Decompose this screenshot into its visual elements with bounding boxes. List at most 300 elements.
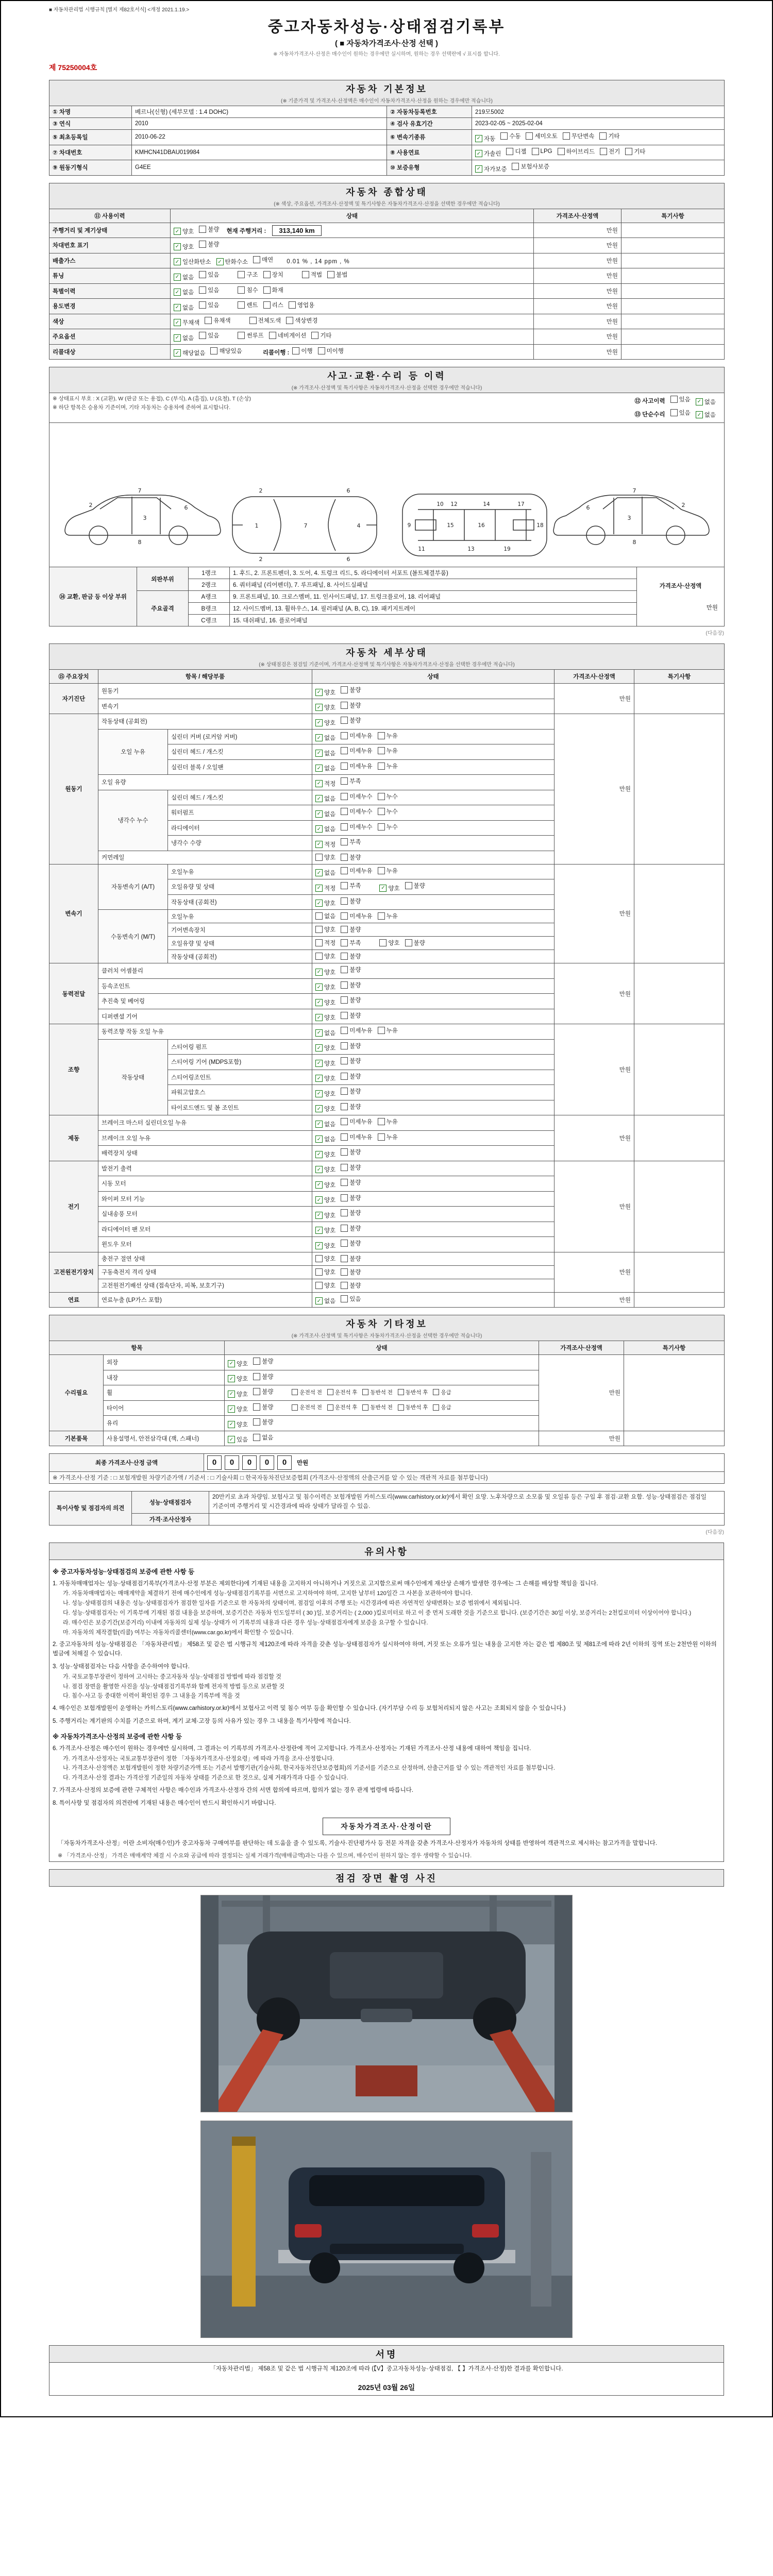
checkbox-label: 무단변속	[571, 133, 595, 140]
checkbox-불량[interactable]	[253, 1372, 273, 1381]
checkbox-양호[interactable]	[315, 1150, 335, 1159]
checkbox-양호[interactable]	[228, 1360, 248, 1368]
checkbox-label: 있음	[208, 333, 220, 339]
checkbox-LPG[interactable]	[532, 148, 552, 155]
checkbox-없음[interactable]	[315, 749, 335, 757]
checkbox-자가보증[interactable]	[475, 165, 507, 173]
checkbox-일산화탄소[interactable]	[174, 258, 211, 266]
checkbox-누유[interactable]	[378, 732, 398, 740]
usage-history-row	[49, 268, 725, 284]
accident-header	[49, 367, 725, 393]
checkbox-적정[interactable]	[315, 939, 335, 947]
checkbox-불량[interactable]	[341, 1209, 361, 1217]
checkbox-양호[interactable]	[315, 703, 335, 711]
checkbox-없음[interactable]	[174, 303, 194, 312]
checkbox-양호[interactable]	[315, 1165, 335, 1174]
checkbox-없음[interactable]	[315, 810, 335, 818]
checkbox-label: 불량	[349, 854, 361, 861]
checkbox-불량[interactable]	[253, 1403, 273, 1411]
accident-history-label: ⑫ 사고이력	[634, 398, 665, 404]
checkbox-box-icon	[315, 1255, 323, 1262]
checkbox-불량[interactable]	[341, 965, 361, 974]
checkbox-유채색[interactable]	[205, 316, 230, 325]
checkbox-box-icon	[199, 226, 206, 233]
checkbox-없음[interactable]	[174, 334, 194, 342]
checkbox-불량[interactable]	[341, 1042, 361, 1050]
checkbox-불량[interactable]	[341, 701, 361, 709]
checkbox-없음[interactable]	[315, 734, 335, 742]
checkbox-없음[interactable]	[696, 398, 716, 406]
item-state	[312, 950, 554, 963]
checkbox-label: 미이행	[326, 348, 344, 354]
checkbox-기타[interactable]	[625, 147, 645, 156]
checkbox-불량[interactable]	[341, 1148, 361, 1156]
checkbox-무채색[interactable]	[174, 318, 199, 327]
checkbox-label: 불량	[208, 226, 220, 233]
signature-date: 2025년 03월 26일	[358, 2383, 415, 2392]
checkbox-적정[interactable]	[315, 779, 335, 788]
checkbox-box-icon: ✓	[315, 841, 323, 848]
checkbox-불량[interactable]	[341, 1072, 361, 1080]
checkbox-box-icon: ✓	[174, 228, 181, 235]
checkbox-응급[interactable]	[433, 1388, 451, 1396]
checkbox-부족[interactable]	[341, 777, 361, 785]
checkbox-label: 수동	[509, 133, 521, 140]
remark-cell	[621, 268, 725, 284]
checkbox-미세누유[interactable]	[341, 1117, 372, 1126]
item-label: 워터펌프	[168, 805, 312, 821]
checkbox-없음[interactable]	[174, 273, 194, 281]
checkbox-label: 불량	[349, 1225, 361, 1232]
inspection-period-value: 2023-02-05 ~ 2025-02-04	[472, 118, 725, 130]
checkbox-없음[interactable]	[315, 1029, 335, 1037]
checkbox-적정[interactable]	[315, 884, 335, 892]
basic-info-header	[49, 80, 725, 106]
checkbox-label: 해당없음	[182, 350, 206, 357]
checkbox-부족[interactable]	[341, 838, 361, 846]
checkbox-불량[interactable]	[253, 1418, 273, 1426]
checkbox-box-icon	[315, 1282, 323, 1289]
notice-item: 8. 특이사항 및 점검자의 의견란에 기재된 내용은 매수인이 반드시 확인하시기 바랍니다.	[53, 1800, 276, 1806]
checkbox-box-icon	[253, 1388, 260, 1395]
checkbox-불량[interactable]	[253, 1387, 273, 1396]
checkbox-누수[interactable]	[378, 807, 398, 816]
checkbox-양호[interactable]	[315, 1255, 335, 1263]
checkbox-양호[interactable]	[315, 968, 335, 976]
checkbox-label: 불량	[349, 718, 361, 724]
checkbox-box-icon	[341, 702, 348, 709]
checkbox-양호[interactable]	[315, 1211, 335, 1219]
checkbox-box-icon	[341, 1240, 348, 1247]
checkbox-있음[interactable]	[199, 301, 219, 309]
checkbox-있음[interactable]	[228, 1435, 248, 1444]
checkbox-불량[interactable]	[341, 1224, 361, 1232]
checkbox-label: 있음	[679, 410, 691, 416]
row-state	[171, 299, 534, 314]
checkbox-양호[interactable]	[315, 1074, 335, 1082]
checkbox-label: 양호	[324, 1282, 336, 1289]
checkbox-누수[interactable]	[378, 792, 398, 801]
price-cell: 만원	[554, 684, 634, 714]
price-cell: 만원	[554, 714, 634, 865]
overall-column-head	[49, 209, 725, 223]
checkbox-적법[interactable]	[302, 270, 322, 279]
checkbox-label: 양호	[237, 1421, 248, 1428]
checkbox-운전석 전[interactable]	[292, 1403, 322, 1411]
checkbox-양호[interactable]	[315, 853, 335, 861]
checkbox-무단변속[interactable]	[563, 132, 594, 140]
checkbox-양호[interactable]	[315, 688, 335, 697]
checkbox-전체도색[interactable]	[249, 316, 281, 325]
checkbox-있음[interactable]	[199, 331, 219, 340]
checkbox-하이브리드[interactable]	[558, 147, 595, 156]
checkbox-label: 불량	[349, 702, 361, 709]
checkbox-box-icon: ✓	[315, 1212, 323, 1219]
checkbox-양호[interactable]	[315, 1281, 335, 1290]
checkbox-부족[interactable]	[341, 882, 361, 890]
checkbox-box-icon	[379, 939, 386, 946]
checkbox-불량[interactable]	[341, 686, 361, 694]
checkbox-없음[interactable]	[696, 411, 716, 419]
item-state	[312, 1252, 554, 1265]
checkbox-침수[interactable]	[238, 286, 258, 294]
checkbox-탄화수소[interactable]	[216, 258, 248, 266]
checkbox-매연[interactable]	[253, 256, 273, 264]
checkbox-불량[interactable]	[341, 1255, 361, 1263]
item-label: 윈도우 모터	[98, 1237, 312, 1252]
checkbox-box-icon: ✓	[315, 734, 323, 741]
checkbox-label: 미세누유	[349, 913, 373, 920]
checkbox-있음[interactable]	[670, 395, 691, 403]
checkbox-양호[interactable]	[315, 983, 335, 991]
checkbox-양호[interactable]	[315, 1181, 335, 1189]
checkbox-미세누유[interactable]	[341, 912, 372, 920]
checkbox-있음[interactable]	[670, 409, 691, 417]
checkbox-box-icon	[341, 867, 348, 874]
checkbox-label: 없음	[324, 913, 336, 920]
price-select-subtitle[interactable]: ( ■ 자동차가격조사·산정 선택 )	[334, 39, 439, 48]
checkbox-양호[interactable]	[228, 1420, 248, 1429]
checkbox-구조[interactable]	[238, 270, 258, 279]
checkbox-label: 적정	[324, 781, 336, 787]
usage-history-row	[49, 283, 725, 299]
checkbox-label: 부족	[349, 778, 361, 785]
checkbox-누유[interactable]	[378, 912, 398, 920]
checkbox-미세누유[interactable]	[341, 762, 372, 770]
checkbox-불량[interactable]	[341, 1103, 361, 1111]
checkbox-화재[interactable]	[263, 286, 283, 294]
checkbox-운전석 전[interactable]	[292, 1388, 322, 1396]
checkbox-label: 양호	[324, 1269, 336, 1276]
checkbox-색상변경[interactable]	[286, 316, 317, 325]
checkbox-box-icon	[600, 148, 607, 155]
checkbox-보험사보증[interactable]	[512, 162, 549, 171]
checkbox-없음[interactable]	[253, 1433, 273, 1442]
device-row	[49, 1292, 725, 1308]
checkbox-불량[interactable]	[199, 240, 219, 248]
checkbox-불량[interactable]	[341, 1011, 361, 1020]
checkbox-box-icon	[341, 1295, 348, 1302]
checkbox-label: 구조	[246, 272, 258, 278]
checkbox-없음[interactable]	[315, 912, 335, 920]
checkbox-장치[interactable]	[263, 270, 283, 279]
checkbox-썬루프[interactable]	[238, 331, 263, 340]
checkbox-있음[interactable]	[341, 1295, 361, 1303]
checkbox-불량[interactable]	[341, 1163, 361, 1172]
car-name-value: 베르나(신형) (세부모델 : 1.4 DOHC)	[132, 106, 387, 118]
checkbox-동반석 후[interactable]	[398, 1388, 428, 1396]
checkbox-불량[interactable]	[341, 1268, 361, 1276]
model-year-label: ③ 연식	[49, 118, 132, 130]
checkbox-label: 양호	[324, 1076, 336, 1082]
checkbox-가솔린[interactable]	[475, 149, 501, 158]
checkbox-양호[interactable]	[315, 1226, 335, 1234]
checkbox-불량[interactable]	[341, 925, 361, 934]
checkbox-불량[interactable]	[341, 897, 361, 905]
checkbox-동반석 후[interactable]	[398, 1403, 428, 1411]
svg-text:3: 3	[143, 515, 146, 521]
checkbox-없음[interactable]	[174, 288, 194, 296]
checkbox-label: 불량	[349, 1282, 361, 1289]
checkbox-운전석 후[interactable]	[327, 1403, 358, 1411]
checkbox-불량[interactable]	[341, 1057, 361, 1065]
checkbox-수동[interactable]	[500, 132, 520, 140]
checkbox-양호[interactable]	[315, 1242, 335, 1250]
detail-header	[49, 644, 725, 670]
checkbox-동반석 전[interactable]	[362, 1403, 393, 1411]
item-state	[312, 994, 554, 1009]
checkbox-label: 양호	[324, 1228, 336, 1234]
rank-c-name: C랭크	[189, 615, 230, 626]
checkbox-누유[interactable]	[378, 867, 398, 875]
checkbox-box-icon: ✓	[315, 1227, 323, 1234]
checkbox-label: 양호	[324, 999, 336, 1006]
checkbox-box-icon	[311, 332, 318, 339]
model-year-value: 2010	[132, 118, 387, 130]
checkbox-label: 미세누유	[349, 1134, 373, 1141]
checkbox-label: 없음	[324, 796, 336, 802]
notice-subitem: 나. 가격조사·산정액은 보험개발원이 정한 차량기준가액 또는 기준서 발행기관(기술사회, 한국자동차진단보증협회)의 기준서를 기준으로 산정하며, 산출근거를 알 수 있는 객관적인 자료를 첨부합니다.	[63, 1765, 555, 1772]
checkbox-세미오토[interactable]	[526, 132, 557, 140]
checkbox-해당있음[interactable]	[210, 347, 242, 355]
checkbox-양호[interactable]	[315, 952, 335, 960]
checkbox-미세누유[interactable]	[341, 1026, 372, 1035]
checkbox-box-icon	[341, 1164, 348, 1171]
checkbox-불량[interactable]	[405, 882, 425, 890]
checkbox-없음[interactable]	[315, 764, 335, 772]
checkbox-양호[interactable]	[379, 939, 399, 947]
checkbox-자동[interactable]	[475, 134, 495, 143]
checkbox-양호[interactable]	[315, 1044, 335, 1052]
checkbox-불량[interactable]	[405, 939, 425, 947]
checkbox-label: 없음	[324, 811, 336, 818]
checkbox-label: 양호	[324, 1106, 336, 1112]
detail-condition-table	[49, 643, 725, 1308]
checkbox-box-icon	[670, 409, 678, 416]
checkbox-미세누유[interactable]	[341, 1133, 372, 1141]
checkbox-box-icon	[238, 271, 245, 278]
checkbox-렌트[interactable]	[238, 301, 258, 309]
remark-cell	[634, 1024, 725, 1115]
price-cell: 만원	[539, 1355, 624, 1431]
checkbox-이행[interactable]	[292, 347, 312, 355]
checkbox-label: 자동	[484, 135, 496, 142]
opinion-row-appraiser	[49, 1513, 725, 1525]
item-label: 변속기	[98, 699, 312, 714]
item-state	[312, 1115, 554, 1131]
checkbox-box-icon	[199, 271, 206, 278]
checkbox-있음[interactable]	[199, 286, 219, 294]
checkbox-box-icon: ✓	[228, 1405, 235, 1413]
checkbox-미세누수[interactable]	[341, 823, 372, 831]
signature-table	[49, 2345, 724, 2396]
checkbox-누유[interactable]	[378, 1133, 398, 1141]
item-label: 오일유량 및 상태	[168, 937, 312, 950]
checkbox-불량[interactable]	[341, 1239, 361, 1247]
checkbox-box-icon: ✓	[315, 885, 323, 892]
signature-body	[49, 2363, 724, 2396]
checkbox-불량[interactable]	[341, 981, 361, 989]
checkbox-불량[interactable]	[341, 853, 361, 861]
notice-item: 5. 주행거리는 계기판의 수치를 기준으로 하며, 계기 교체·고장 등의 사유가 있는 경우 그 내용을 특기사항에 적습니다.	[53, 1718, 351, 1725]
checkbox-양호[interactable]	[315, 1013, 335, 1022]
checkbox-box-icon	[341, 939, 348, 946]
checkbox-없음[interactable]	[315, 869, 335, 877]
checkbox-양호[interactable]	[315, 899, 335, 907]
checkbox-양호[interactable]	[315, 1059, 335, 1067]
checkbox-해당없음[interactable]	[174, 349, 205, 357]
checkbox-없음[interactable]	[315, 1120, 335, 1128]
checkbox-양호[interactable]	[228, 1375, 248, 1383]
checkbox-양호[interactable]	[315, 719, 335, 727]
notice-heading: ※ 자동차가격조사·산정의 보증에 관한 사항 등	[53, 1733, 182, 1740]
item-state	[312, 851, 554, 864]
checkbox-box-icon	[563, 132, 570, 140]
checkbox-미세누유[interactable]	[341, 867, 372, 875]
remark-cell	[634, 1292, 725, 1308]
item-state	[312, 729, 554, 744]
checkbox-양호[interactable]	[315, 1105, 335, 1113]
item-label: 디퍼렌셜 기어	[98, 1009, 312, 1024]
checkbox-운전석 후[interactable]	[327, 1388, 358, 1396]
checkbox-미세누수[interactable]	[341, 807, 372, 816]
checkbox-있음[interactable]	[199, 270, 219, 279]
checkbox-기타[interactable]	[311, 331, 331, 340]
checkbox-적정[interactable]	[315, 840, 335, 849]
item-state	[312, 1085, 554, 1100]
checkbox-box-icon	[341, 686, 348, 693]
device-group-label: 조향	[49, 1024, 98, 1115]
item-label: 등속조인트	[98, 978, 312, 994]
checkbox-기타[interactable]	[599, 132, 619, 140]
checkbox-box-icon	[341, 808, 348, 815]
checkbox-미세누유[interactable]	[341, 732, 372, 740]
checkbox-전기[interactable]	[600, 147, 620, 156]
checkbox-불량[interactable]	[341, 1194, 361, 1202]
checkbox-label: 없음	[324, 766, 336, 772]
page-title: 중고자동차성능·상태점검기록부	[267, 19, 506, 36]
checkbox-누유[interactable]	[378, 1026, 398, 1035]
checkbox-불량[interactable]	[341, 716, 361, 724]
checkbox-불량[interactable]	[341, 996, 361, 1004]
usage-history-row	[49, 344, 725, 360]
checkbox-동반석 전[interactable]	[362, 1388, 393, 1396]
accident-note: (※ 가격조사·산정액 및 특기사항은 자동차가격조사·산정을 선택한 경우에만 적습니다)	[291, 385, 482, 391]
item-label: 스티어링조인트	[168, 1070, 312, 1085]
checkbox-디젤[interactable]	[506, 147, 526, 156]
checkbox-미이행[interactable]	[318, 347, 344, 355]
checkbox-부족[interactable]	[341, 939, 361, 947]
checkbox-양호[interactable]	[228, 1405, 248, 1413]
etc-price-col: 가격조사·산정액	[539, 1341, 624, 1355]
checkbox-누유[interactable]	[378, 762, 398, 770]
checkbox-label: 양호	[324, 705, 336, 711]
checkbox-없음[interactable]	[315, 825, 335, 833]
item-label: 작동상태 (공회전)	[98, 714, 312, 730]
checkbox-불량[interactable]	[341, 1087, 361, 1095]
checkbox-label: 양호	[324, 1167, 336, 1173]
vin-label: ⑦ 차대번호	[49, 145, 132, 160]
checkbox-box-icon: ✓	[315, 1044, 323, 1052]
checkbox-label: 무채색	[182, 320, 200, 326]
checkbox-없음[interactable]	[315, 1135, 335, 1143]
rank-a-name: A랭크	[189, 591, 230, 603]
checkbox-양호[interactable]	[315, 1090, 335, 1098]
etc-item-state	[225, 1400, 539, 1416]
checkbox-양호[interactable]	[315, 998, 335, 1007]
checkbox-box-icon: ✓	[315, 1136, 323, 1143]
fuel-options	[472, 145, 725, 160]
checkbox-네비게이션[interactable]	[269, 331, 307, 340]
checkbox-불량[interactable]	[341, 1281, 361, 1290]
checkbox-box-icon	[341, 1118, 348, 1125]
checkbox-미세누수[interactable]	[341, 792, 372, 801]
item-label: 작동상태 (공회전)	[168, 950, 312, 963]
checkbox-누수[interactable]	[378, 823, 398, 831]
checkbox-box-icon	[532, 148, 539, 155]
checkbox-응급[interactable]	[433, 1403, 451, 1411]
checkbox-label: 불량	[349, 982, 361, 989]
checkbox-없음[interactable]	[315, 1297, 335, 1305]
checkbox-없음[interactable]	[315, 794, 335, 803]
checkbox-불량[interactable]	[341, 1178, 361, 1187]
checkbox-불법[interactable]	[327, 270, 347, 279]
checkbox-양호[interactable]	[174, 227, 194, 235]
amount-digit: 0	[242, 1455, 257, 1470]
checkbox-label: 침수	[246, 287, 258, 294]
checkbox-불량[interactable]	[341, 952, 361, 960]
checkbox-누유[interactable]	[378, 1117, 398, 1126]
checkbox-양호[interactable]	[315, 1268, 335, 1276]
checkbox-label: 운전석 전	[299, 1404, 322, 1411]
checkbox-label: 하이브리드	[566, 148, 595, 155]
checkbox-영업용[interactable]	[289, 301, 314, 309]
item-label: 커먼레일	[98, 851, 312, 864]
checkbox-양호[interactable]	[228, 1390, 248, 1398]
checkbox-리스[interactable]	[263, 301, 283, 309]
checkbox-미세누유[interactable]	[341, 747, 372, 755]
checkbox-label: 양호	[324, 901, 336, 907]
checkbox-불량[interactable]	[253, 1357, 273, 1365]
checkbox-누유[interactable]	[378, 747, 398, 755]
row-state	[171, 238, 534, 253]
checkbox-양호[interactable]	[315, 1196, 335, 1204]
checkbox-양호[interactable]	[315, 925, 335, 934]
checkbox-양호[interactable]	[379, 884, 399, 892]
checkbox-양호[interactable]	[174, 243, 194, 251]
checkbox-불량[interactable]	[199, 225, 219, 233]
checkbox-box-icon	[378, 1118, 385, 1125]
